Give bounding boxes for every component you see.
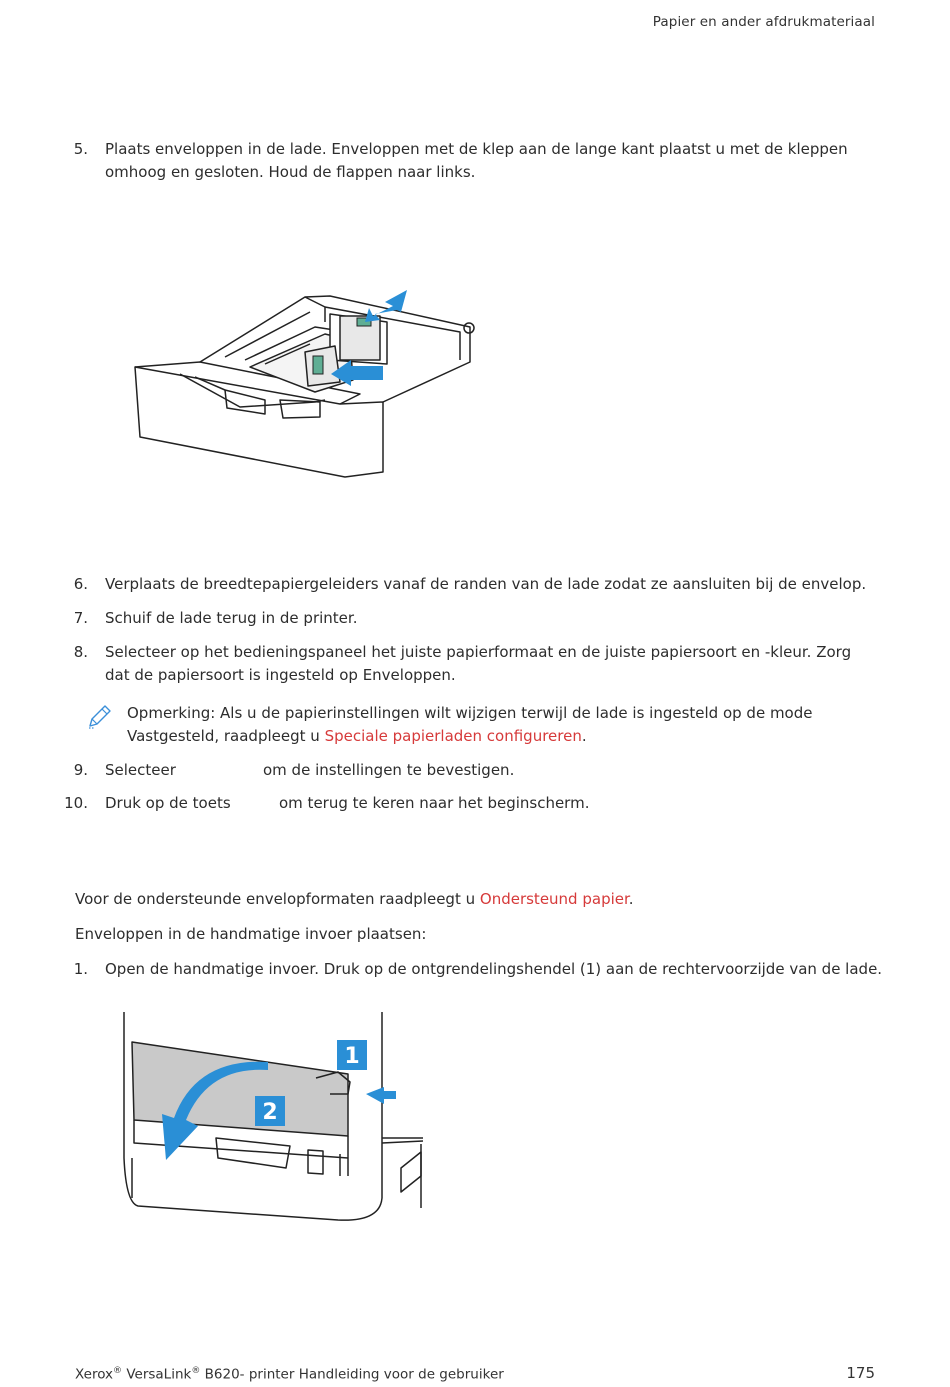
- step-number: 10.: [64, 794, 88, 812]
- step-text-before: Druk op de toets: [105, 794, 231, 812]
- step-number: 1.: [73, 960, 88, 978]
- step-text: Selecteer op het bedieningspaneel het juiste papierformaat en de juiste papiersoort en -kleur. Zorg dat de papiersoort is ingesteld op Enveloppen.: [105, 643, 852, 684]
- step-text: Verplaats de breedtepapiergeleiders vanaf de randen van de lade zodat ze aansluiten bij de envelop.: [105, 575, 867, 593]
- pencil-note-icon: [86, 702, 114, 730]
- step-number: 8.: [73, 643, 88, 661]
- footer-document-title: Xerox® VersaLink® B620- printer Handleiding voor de gebruiker: [75, 1366, 504, 1383]
- step-number: 9.: [73, 761, 88, 779]
- step-text: Plaats enveloppen in de lade. Enveloppen met de klep aan de lange kant plaatst u met de kleppen omhoog en gesloten. Houd de flappen naar links.: [105, 140, 848, 181]
- link-speciale-papierladen[interactable]: Speciale papierladen configureren: [324, 727, 582, 745]
- tray-illustration: [125, 282, 485, 482]
- step-text: Open de handmatige invoer. Druk op de ontgrendelingshendel (1) aan de rechtervoorzijde van de lade.: [105, 960, 883, 978]
- step-number: 6.: [73, 575, 88, 593]
- paragraph-manual-feed-intro: Enveloppen in de handmatige invoer plaatsen:: [75, 925, 427, 943]
- step-number: 7.: [73, 609, 88, 627]
- link-ondersteund-papier[interactable]: Ondersteund papier: [479, 890, 629, 908]
- step-text-before: Selecteer: [105, 761, 176, 779]
- running-header: Papier en ander afdrukmateriaal: [652, 14, 875, 30]
- step-text-after: om de instellingen te bevestigen.: [263, 761, 515, 779]
- page-number: 175: [846, 1364, 875, 1382]
- step-text: Schuif de lade terug in de printer.: [105, 609, 358, 627]
- step-text-after: om terug te keren naar het beginscherm.: [279, 794, 590, 812]
- note-text: Opmerking: Als u de papierinstellingen wilt wijzigen terwijl de lade is ingesteld op de mode Vastgesteld, raadpleegt u Speciale papierladen configureren.: [127, 704, 813, 745]
- figure-manual-feed: [118, 1008, 428, 1230]
- paragraph-supported-formats: Voor de ondersteunde envelopformaten raadpleegt u Ondersteund papier.: [75, 890, 634, 908]
- figure-tray-envelopes: [125, 282, 485, 482]
- callout-1-label: 1: [344, 1044, 360, 1069]
- step-number: 5.: [73, 140, 88, 158]
- callout-2-label: 2: [262, 1100, 278, 1125]
